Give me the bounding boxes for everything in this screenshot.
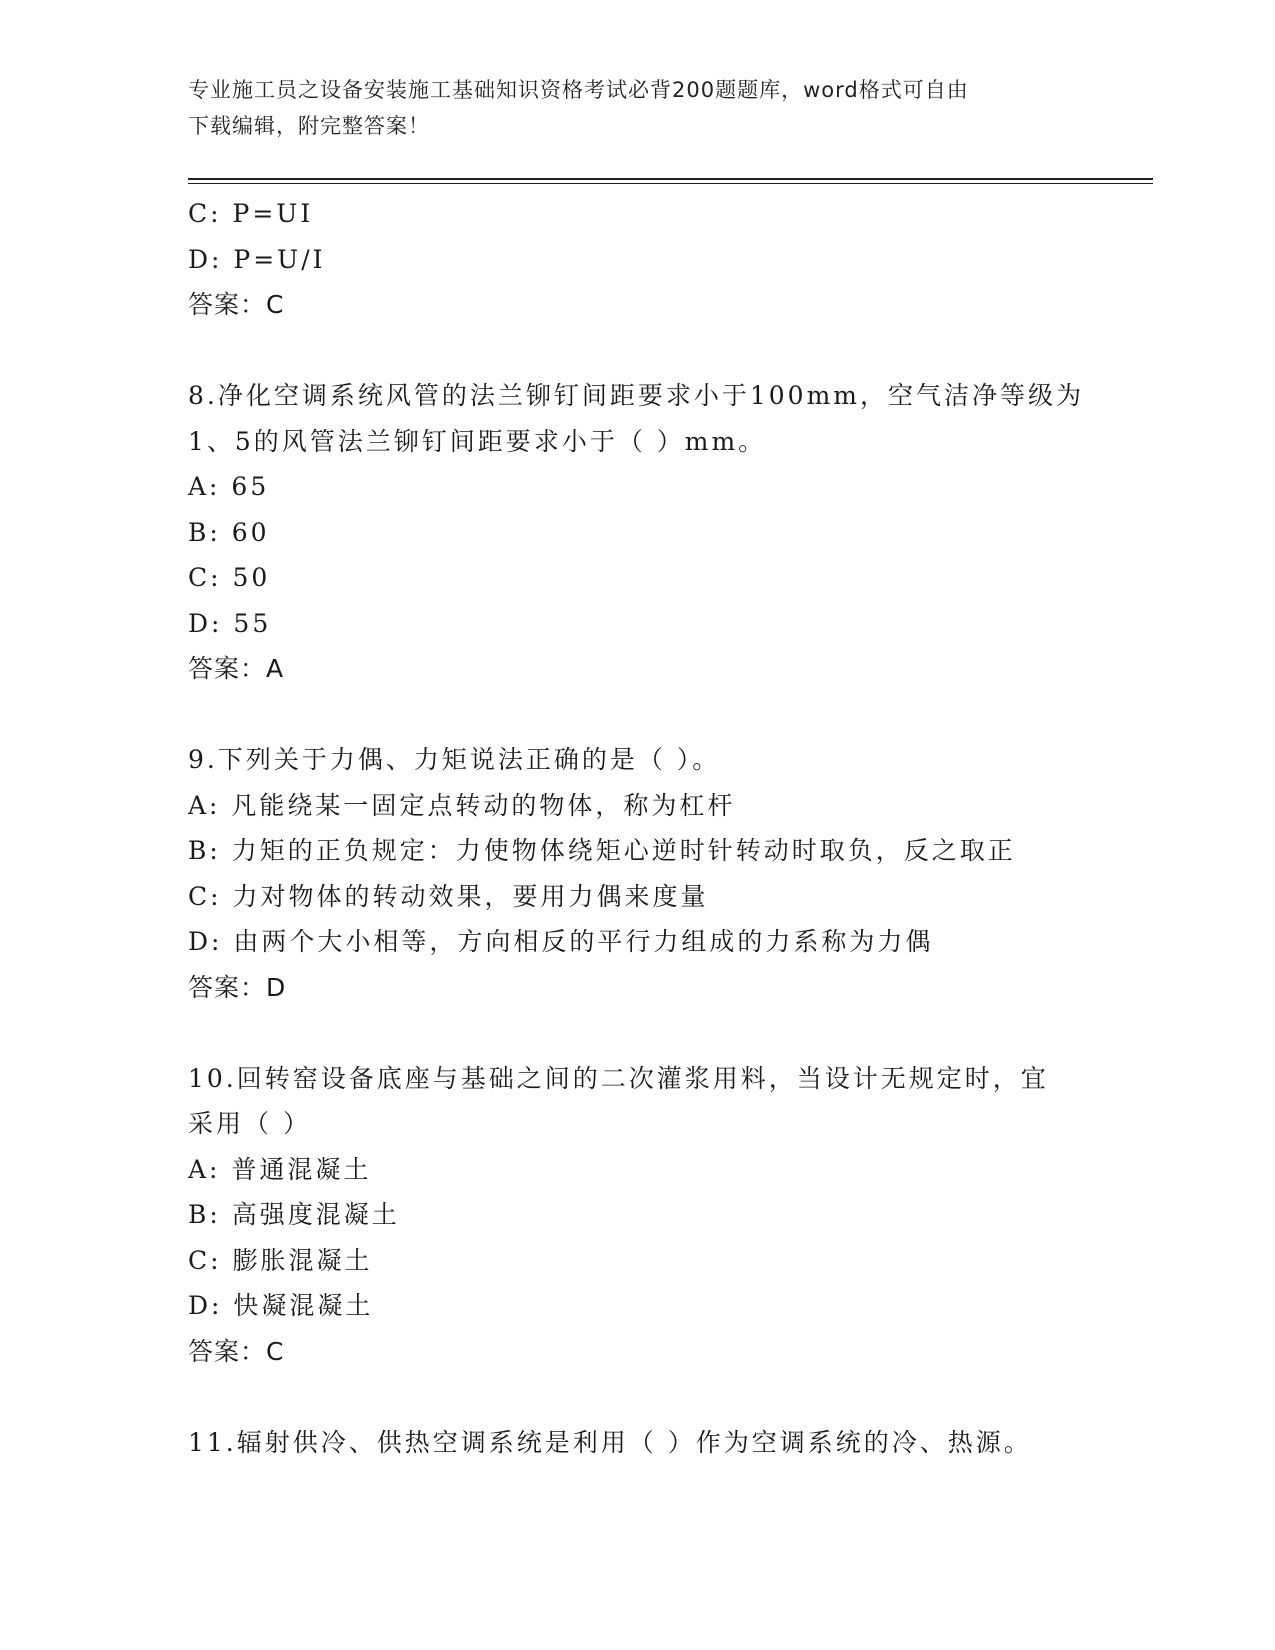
document-header	[188, 72, 1088, 144]
header-line-1: 专业施工员之设备安装施工基础知识资格考试必背200题题库，word格式可自由	[188, 78, 969, 102]
question-10	[188, 1056, 1118, 1375]
option-c: C: 力对物体的转动效果，要用力偶来度量	[188, 881, 709, 911]
option-d: D: 由两个大小相等，方向相反的平行力组成的力系称为力偶	[188, 927, 934, 956]
question-7-continued	[188, 191, 1118, 328]
question-stem: 采用（ ）	[188, 1109, 311, 1138]
answer: 答案：A	[188, 654, 285, 683]
option-d: D: 快凝混凝土	[188, 1291, 374, 1320]
question-stem: 10.回转窑设备底座与基础之间的二次灌浆用料，当设计无规定时，宜	[188, 1063, 1049, 1093]
option-a: A: 凡能绕某一固定点转动的物体，称为杠杆	[188, 790, 736, 820]
answer: 答案：D	[188, 972, 287, 1002]
question-stem: 11.辐射供冷、供热空调系统是利用（ ）作为空调系统的冷、热源。	[188, 1427, 1032, 1457]
question-stem: 1、5的风管法兰铆钉间距要求小于（ ）mm。	[188, 426, 767, 456]
option-b: B: 高强度混凝土	[188, 1200, 400, 1229]
option-b: B: 力矩的正负规定：力使物体绕矩心逆时针转动时取负，反之取正	[188, 836, 1016, 865]
spacer	[188, 1010, 1118, 1056]
option-b: B: 60	[188, 517, 270, 547]
option-c: C: P=UI	[188, 199, 314, 228]
question-stem: 8.净化空调系统风管的法兰铆钉间距要求小于100mm，空气洁净等级为	[188, 381, 1084, 410]
header-line-2: 下载编辑，附完整答案！	[188, 114, 430, 138]
spacer	[188, 328, 1118, 374]
option-c: C: 膨胀混凝土	[188, 1245, 373, 1275]
question-9	[188, 737, 1118, 1010]
option-a: A: 65	[188, 472, 270, 501]
option-a: A: 普通混凝土	[188, 1154, 372, 1184]
answer: 答案：C	[188, 1336, 285, 1366]
question-8	[188, 373, 1118, 692]
option-c: C: 50	[188, 563, 271, 592]
spacer	[188, 692, 1118, 738]
question-stem: 9.下列关于力偶、力矩说法正确的是（ ）。	[188, 745, 721, 774]
question-list	[188, 191, 1118, 1465]
header-rule-thin	[188, 183, 1153, 184]
answer: 答案：C	[188, 290, 285, 319]
option-d: D: P=U/I	[188, 244, 326, 274]
spacer	[188, 1374, 1118, 1420]
header-rule-thick	[188, 178, 1153, 180]
question-11	[188, 1420, 1118, 1466]
option-d: D: 55	[188, 608, 272, 638]
